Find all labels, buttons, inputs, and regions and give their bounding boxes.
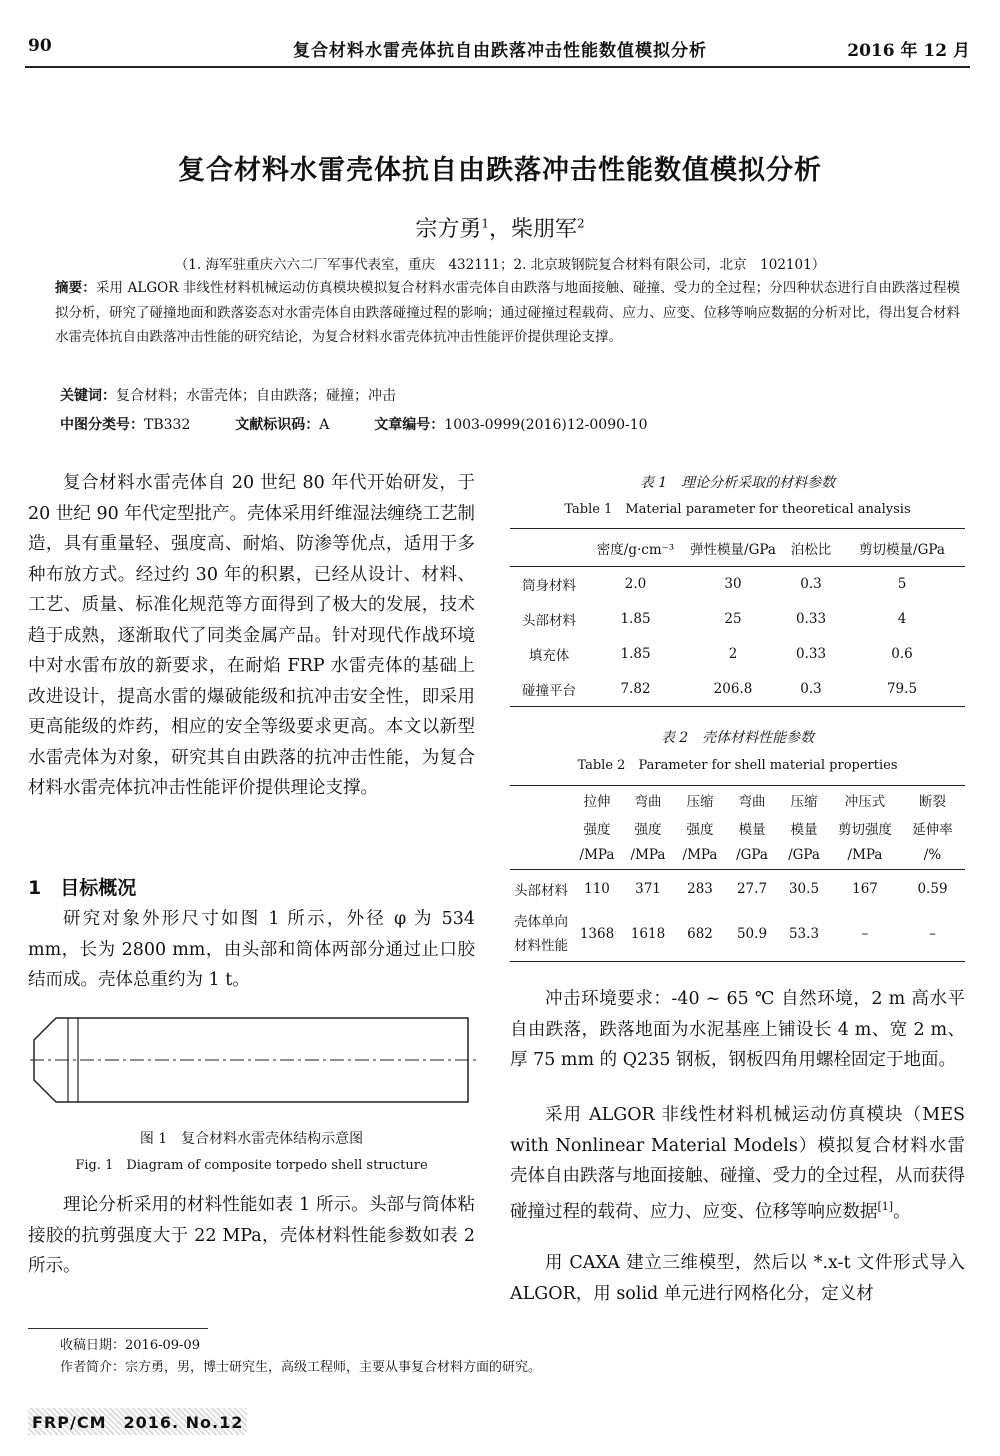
table-header-cell: 弯曲 [634,793,662,810]
keywords-label: 关键词： [60,388,116,404]
table-header-cell: 模量 [790,821,818,838]
table-row [510,567,965,602]
table-cell: 0.6 [891,646,913,662]
author-bio-text: 宗方勇，男，博士研究生，高级工程师，主要从事复合材料方面的研究。 [125,1360,542,1375]
issue-date: 2016 年 12 月 [847,41,970,61]
footnote-rule [28,1328,208,1329]
running-title: 复合材料水雷壳体抗自由跌落冲击性能数值模拟分析 [293,41,707,61]
author-bio-label: 作者简介： [60,1360,126,1375]
author-bio [60,1356,541,1375]
table-header-cell: 强度 [583,821,611,838]
table-header-cell: 断裂 [919,793,946,810]
table-header-cell: /% [923,847,942,864]
table-header-cell [510,529,588,567]
table-header-cell: /MPa [630,847,666,864]
table-row [510,637,965,672]
clc-value: TB332 [144,417,191,433]
intro-paragraph: 复合材料水雷壳体自 20 世纪 80 年代开始研发，于 20 世纪 90 年代定型批产。壳体采用纤维湿法缠绕工艺制造，具有重量轻、强度高、耐焰、防渗等优点，适用于多种布放方式。经过约 30 年的积累，已经从设计、材料、工艺、质量、标准化规范等方面得到了极大的发展，技术趋于成熟，逐渐取代了同类金属产品。针对现代作战环境中对水雷布放的新要求，在耐焰 FRP 水雷壳体的基础上改进设计，提高水雷的爆破能级和抗冲击安全性，即采用更高能级的炸药，相应的安全等级要求更高。本文以新型水雷壳体为对象，研究其自由跌落的抗冲击性能，为复合材料水雷壳体抗冲击性能评价提供理论支撑。 [28,473,475,798]
article-no-value: 1003-0999(2016)12-0090-10 [444,417,648,433]
table-header-cell: /MPa [682,847,718,864]
algor-paragraph [510,1100,965,1227]
journal-stamp: FRP/CM 2016. No.12 [28,1408,247,1435]
table-header-cell [510,814,572,842]
table-row [510,908,965,962]
table-cell: 1618 [630,926,666,943]
table1-caption-en: Table 1 Material parameter for theoretical analysis [564,502,911,517]
table-header-cell: /GPa [788,847,820,864]
clc-label: 中图分类号： [60,417,144,433]
received-date [60,1334,200,1353]
table-2 [510,785,965,962]
doc-code-value: A [319,417,330,433]
torpedo-shell-diagram [28,1016,478,1116]
table-header-cell: 冲压式 [844,793,886,810]
table-cell: 30 [724,576,742,593]
table-cell: 2 [728,646,738,662]
table-cell: 1.85 [620,611,651,627]
algor-paragraph-end: 。 [893,1201,911,1222]
table-cell: 167 [852,880,878,897]
table-1 [510,528,965,707]
table-header-cell: 泊松比 [790,541,832,558]
table-header-cell: 密度/g·cm⁻³ [596,541,675,558]
table-header-cell: /GPa [736,847,768,864]
author-2-sup: 2 [577,216,585,231]
received-value: 2016-09-09 [125,1338,200,1353]
header-rule [25,66,970,68]
table-header-cell: 弹性模量/GPa [690,541,776,558]
table-cell: 27.7 [736,880,768,897]
table-cell: 0.3 [800,680,822,697]
table-cell: 5 [897,576,907,593]
algor-paragraph-text: 采用 ALGOR 非线性材料机械运动仿真模块（MES with Nonlinear Material Models）模拟复合材料水雷壳体自由跌落与地面接触、碰撞、受力的全过程，从而获得碰撞过程的载荷、应力、应变、位移等响应数据 [510,1105,965,1222]
table-cell: 0.33 [795,646,827,662]
table1-header-row [510,529,965,567]
table-cell: 79.5 [886,680,918,697]
keywords: 复合材料；水雷壳体；自由跌落；碰撞；冲击 [116,388,396,404]
table-cell: – [861,926,869,943]
section-1-paragraph: 研究对象外形尺寸如图 1 所示，外径 φ 为 534 mm，长为 2800 mm，由头部和筒体两部分通过止口胶结而成。壳体总重约为 1 t。 [28,909,475,990]
abstract-label: 摘要： [55,280,96,296]
caxa-paragraph: 用 CAXA 建立三维模型，然后以 *.x-t 文件形式导入 ALGOR，用 solid 单元进行网格化分，定义材 [510,1253,965,1304]
fig1-caption-en: Fig. 1 Diagram of composite torpedo shell structure [75,1158,428,1173]
author-1: 宗方勇 [415,217,482,242]
table-cell: 1.85 [620,646,651,662]
table2-header-row [510,842,965,870]
received-label: 收稿日期： [60,1338,126,1353]
table-header-cell [510,786,572,814]
table-cell: 0.3 [800,576,822,593]
abstract-text: 采用 ALGOR 非线性材料机械运动仿真模块模拟复合材料水雷壳体自由跌落与地面接触、碰撞、受力的全过程；分四种状态进行自由跌落过程模拟分析，研究了碰撞地面和跌落姿态对水雷壳体自由跌落碰撞过程的影响；通过碰撞过程载荷、应力、应变、位移等响应数据的分析对比，得出复合材料水雷壳体抗自由跌落冲击性能的研究结论，为复合材料水雷壳体抗冲击性能评价提供理论支撑。 [55,280,961,345]
table-cell: 4 [897,611,907,627]
authors [0,212,1000,243]
table-cell: 50.9 [736,926,768,943]
table-cell: – [929,926,936,943]
article-no-label: 文章编号： [374,417,445,433]
table-header-cell: 强度 [634,821,662,838]
affiliation: （1. 海军驻重庆六六二厂军事代表室，重庆 432111；2. 北京玻钢院复合材料有限公司，北京 102101） [174,257,826,273]
table-header-cell: 剪切模量/GPa [859,541,945,558]
table-cell: 206.8 [713,680,753,697]
classification-line [60,414,960,434]
table-header-cell: 拉伸 [583,793,611,810]
article-title: 复合材料水雷壳体抗自由跌落冲击性能数值模拟分析 [178,155,822,186]
table-header-cell: 延伸率 [912,821,953,838]
table-cell: 682 [687,926,713,943]
table-cell: 7.82 [620,680,651,697]
table-cell: 头部材料 [514,882,568,899]
citation-ref: [1] [877,1199,894,1213]
table-header-cell: 压缩 [790,793,818,810]
table2-header-row [510,786,965,814]
table1-caption-cn: 表 1 理论分析采取的材料参数 [639,475,836,491]
table-cell [510,908,572,962]
table-header-cell [510,842,572,870]
impact-environment-paragraph: 冲击环境要求：-40 ~ 65 ℃ 自然环境，2 m 高水平自由跌落，跌落地面为水泥基座上铺设长 4 m、宽 2 m、厚 75 mm 的 Q235 钢板，钢板四角用螺栓固定于地面。 [510,989,965,1070]
table2-caption-en: Table 2 Parameter for shell material properties [577,758,898,773]
para-after-figure: 理论分析采用的材料性能如表 1 所示。头部与筒体粘接胶的抗剪强度大于 22 MPa，壳体材料性能参数如表 2 所示。 [28,1195,475,1276]
table-header-cell: /MPa [847,847,883,864]
table-cell: 填充体 [528,648,570,664]
table-cell: 1368 [579,926,615,943]
table-cell: 30.5 [788,880,820,897]
author-2: 柴朋军 [511,217,578,242]
table-cell: 碰撞平台 [522,682,576,699]
row-label-line: 材料性能 [514,938,568,955]
author-1-sup: 1 [481,216,489,231]
fig1-caption-cn: 图 1 复合材料水雷壳体结构示意图 [139,1131,364,1147]
table-cell: 371 [635,880,661,897]
table-cell: 110 [584,880,610,897]
table-cell: 筒身材料 [522,578,576,595]
section-1-heading: 1 目标概况 [28,877,137,899]
author-separator: ， [488,217,511,242]
table-header-cell: 模量 [738,821,766,838]
table-cell: 0.59 [917,880,948,897]
table-cell: 283 [687,880,713,897]
table-row [510,870,965,908]
table-row [510,672,965,707]
doc-code-label: 文献标识码： [235,417,320,433]
table2-caption-cn: 表 2 壳体材料性能参数 [660,730,815,746]
table-cell: 0.33 [795,611,827,627]
row-label-line: 壳体单向 [514,914,568,931]
table-cell: 头部材料 [522,613,576,629]
table-row [510,602,965,637]
table-header-cell: 强度 [686,821,714,838]
page-number: 90 [28,36,52,56]
table-header-cell: 压缩 [686,793,714,810]
table2-header-row [510,814,965,842]
table-cell: 53.3 [788,926,820,943]
abstract [55,276,960,350]
table-header-cell: 剪切强度 [838,821,892,838]
table-cell: 25 [724,611,742,627]
table-header-cell: /MPa [579,847,615,864]
table-cell: 2.0 [624,576,647,593]
table-header-cell: 弯曲 [738,793,766,810]
keywords-line [60,385,960,405]
